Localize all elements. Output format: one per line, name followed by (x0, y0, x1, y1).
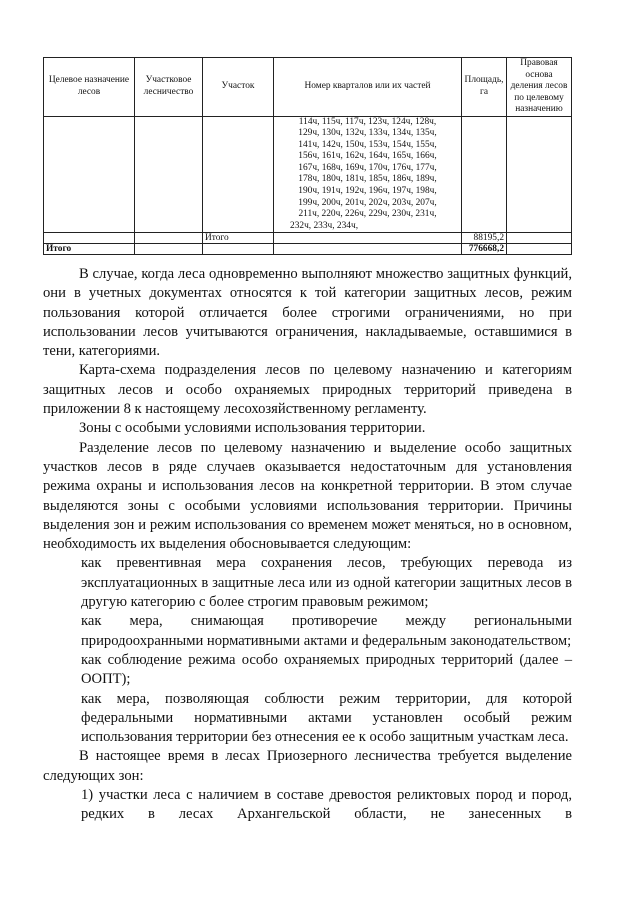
subtotal-label: Итого (203, 233, 274, 244)
table-cell (203, 244, 274, 255)
total-area: 776668,2 (462, 244, 507, 255)
table-cell (274, 244, 462, 255)
table-cell (44, 116, 135, 233)
paragraph: Зоны с особыми условиями использования территории. (79, 420, 426, 437)
table-cell (507, 233, 572, 244)
table-cell (44, 233, 135, 244)
list-item: как превентивная мера сохранения лесов, требующих перевода из эксплуатационных в защитные леса или из одной категории защитных лесов в другую категорию с более строгим правовым режимом; (81, 555, 572, 611)
table-cell (203, 116, 274, 233)
column-header: Участок (203, 58, 274, 117)
subtotal-row (44, 233, 572, 244)
table-cell (135, 244, 203, 255)
forest-purpose-table (43, 57, 572, 255)
block-numbers-line: 211ч, 220ч, 226ч, 229ч, 230ч, 231ч, (298, 209, 437, 220)
paragraph: Карта-схема подразделения лесов по целевому назначению и категориям защитных лесов и особо охраняемых природных территорий приведена в приложении 8 к настоящему лесохозяйственному регламенту. (43, 362, 572, 418)
list-item: 1) участки леса с наличием в составе древостоя реликтовых пород и пород, редких в лесах Архангельской области, не занесенных в (81, 787, 572, 823)
column-header: Участковое лесничество (135, 58, 203, 117)
block-numbers-line: 190ч, 191ч, 192ч, 196ч, 197ч, 198ч, (298, 186, 437, 197)
block-numbers-line: 199ч, 200ч, 201ч, 202ч, 203ч, 207ч, (298, 197, 437, 208)
block-numbers-line: 156ч, 161ч, 162ч, 164ч, 165ч, 166ч, (298, 151, 437, 162)
block-numbers-cell (274, 116, 462, 233)
list-item: как мера, снимающая противоречие между региональными природоохранными нормативными актами и федеральным законодательством; (81, 613, 572, 649)
body-text (43, 265, 572, 825)
table-cell (507, 244, 572, 255)
table-row (44, 116, 572, 233)
block-numbers-line: 178ч, 180ч, 181ч, 185ч, 186ч, 189ч, (298, 174, 437, 185)
column-header: Правовая основа деления лесов по целевому назначению (507, 58, 572, 117)
table-cell (135, 233, 203, 244)
subtotal-area: 88195,2 (462, 233, 507, 244)
column-header: Площадь, га (462, 58, 507, 117)
block-numbers-line: 141ч, 142ч, 150ч, 153ч, 154ч, 155ч, (298, 139, 437, 150)
list-item: как соблюдение режима особо охраняемых природных территорий (далее – ООПТ); (81, 651, 572, 688)
table-cell (135, 116, 203, 233)
column-header: Номер кварталов или их частей (274, 58, 462, 117)
block-numbers-line: 167ч, 168ч, 169ч, 170ч, 176ч, 177ч, (298, 162, 437, 173)
block-numbers-line: 114ч, 115ч, 117ч, 123ч, 124ч, 128ч, (298, 116, 437, 127)
total-row (44, 244, 572, 255)
block-numbers-line: 232ч, 233ч, 234ч, (290, 220, 359, 231)
paragraph: В настоящее время в лесах Приозерного лесничества требуется выделение следующих зон: (43, 748, 572, 784)
table-cell (462, 116, 507, 233)
block-numbers-line: 129ч, 130ч, 132ч, 133ч, 134ч, 135ч, (298, 128, 437, 139)
list-item: как мера, позволяющая соблюсти режим территории, для которой федеральными нормативными актами установлен особый режим использования территории без отнесения ее к особо защитным участкам леса. (81, 690, 572, 746)
table-cell (507, 116, 572, 233)
paragraph: В случае, когда леса одновременно выполняют множество защитных функций, они в учетных документах относятся к той категории защитных лесов, режим пользования которой отличается более строгими ограничениями, но при использовании лесов учитываются ограничения, накладываемые, оставшимися в тени, категориями. (43, 266, 572, 360)
table-cell (274, 233, 462, 244)
total-label: Итого (44, 244, 135, 255)
column-header: Целевое назначение лесов (44, 58, 135, 117)
table-header-row (44, 58, 572, 117)
paragraph: Разделение лесов по целевому назначению и выделение особо защитных участков лесов в ряде случаев оказывается недостаточным для установления режима охраны и использования лесов на конкретной территории. В этом случае выделяются зоны с особыми условиями использования территории. Причины выделения зон и режим использования со временем может меняться, но в основном, необходимость их выделения обосновывается следующим: (43, 439, 572, 553)
